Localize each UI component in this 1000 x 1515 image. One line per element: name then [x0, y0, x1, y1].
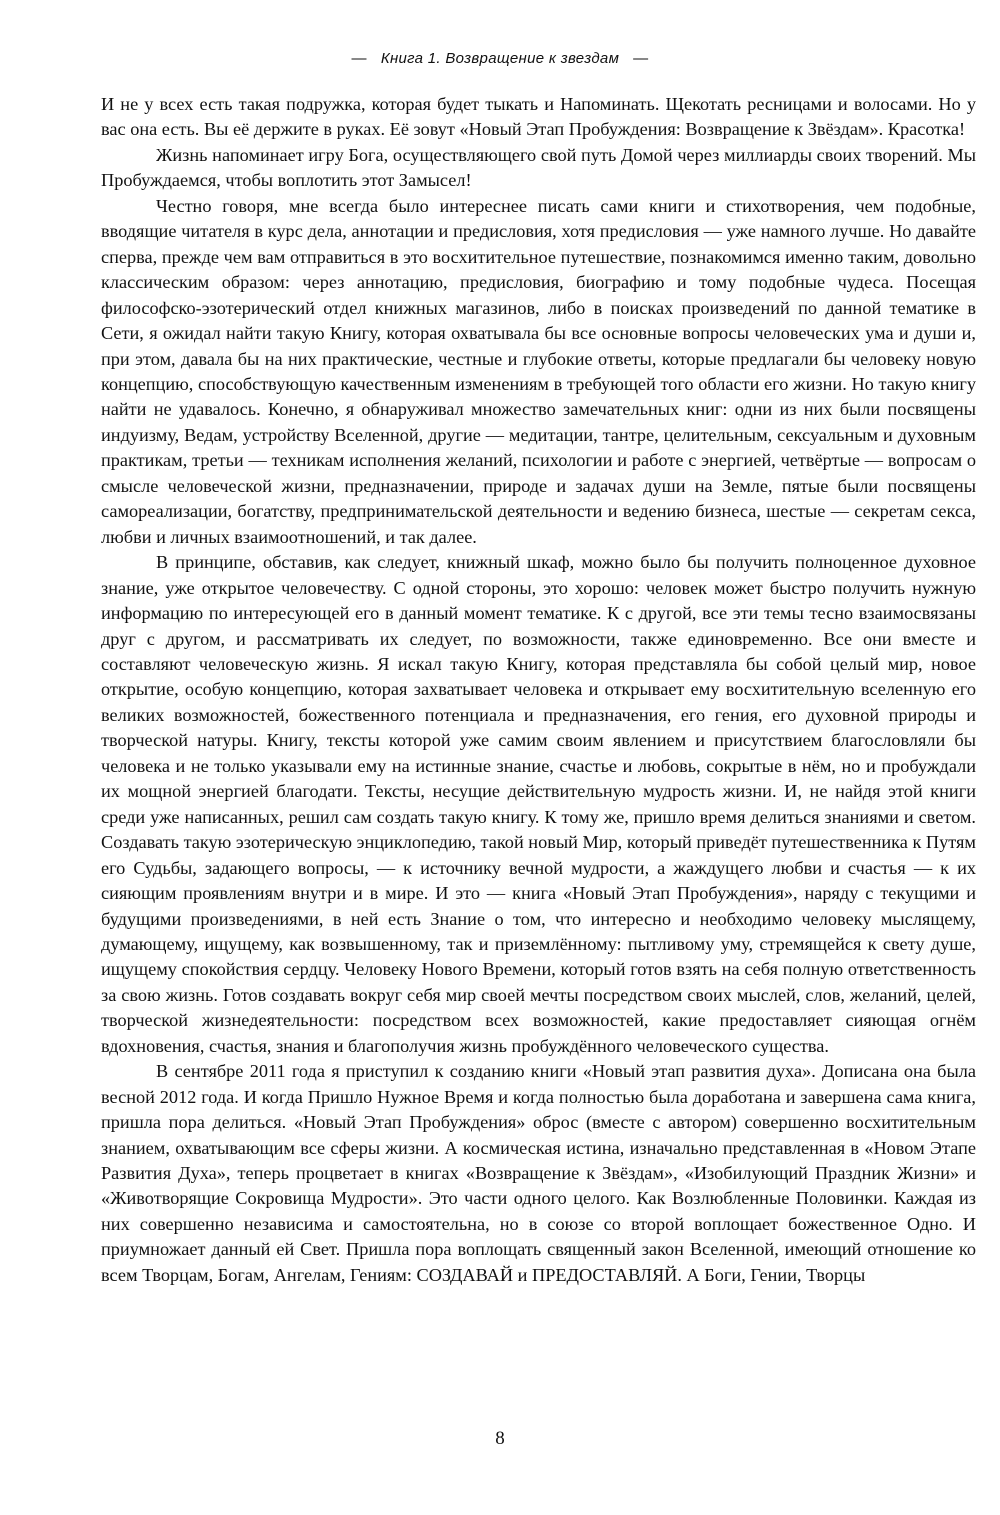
header-dash-left: — [351, 50, 367, 67]
paragraph: В сентябре 2011 года я приступил к созданию книги «Новый этап развития духа». Дописана она была весной 2012 года. И когда Пришло Нужное Время и когда полностью была доработана и завершена сама книга, пришла пора делиться. «Новый Этап Пробуждения» оброс (вместе с автором) совершенно восхитительным знанием, охватывающим все сферы жизни. А космическая истина, изначально представленная в «Новом Этапе Развития Духа», теперь процветает в книгах «Возвращение к Звёздам», «Изобилующий Праздник Жизни» и «Животворящие Сокровища Мудрости». Это части одного целого. Как Возлюбленные Половинки. Каждая из них совершенно независима и самостоятельна, но в союзе со второй воплощает божественное Одно. И приумножает данный ей Свет. Пришла пора воплощать священный закон Вселенной, имеющий отношение ко всем Творцам, Богам, Ангелам, Гениям: СОЗДАВАЙ и ПРЕДОСТАВЛЯЙ. А Боги, Гении, Творцы [101, 1061, 976, 1285]
paragraph: Жизнь напоминает игру Бога, осуществляющего свой путь Домой через миллиарды своих творений. Мы Пробуждаемся, чтобы воплотить этот Замысел! [101, 144, 976, 191]
paragraph: Честно говоря, мне всегда было интереснее писать сами книги и стихотворения, чем подобные, вводящие читателя в курс дела, аннотации и предисловия, хотя предисловия — уже намного лучше. Но давайте сперва, прежде чем вам отправиться в это восхитительное путешествие, познакомимся именно таким, довольно классическим образом: через аннотацию, предисловия, биографию и тому подобные чудеса. Посещая философско-эзотерический отдел книжных магазинов, либо в поисках произведений по данной тематике в Сети, я ожидал найти такую Книгу, которая охватывала бы все основные вопросы человеческих ума и души и, при этом, давала бы на них практические, честные и глубокие ответы, которые предлагали бы человеку новую концепцию, способствующую качественным изменениям в требующей того области его жизни. Но такую книгу найти не удавалось. Конечно, я обнаруживал множество замечательных книг: одни из них были посвящены индуизму, Ведам, устройству Вселенной, другие — медитации, тантре, целительным, сексуальным и духовным практикам, третьи — техникам исполнения желаний, психологии и работе с энергией, четвёртые — вопросам о смысле человеческой жизни, предназначении, природе и задачах души на Земле, пятые были посвящены самореализации, богатству, предпринимательской деятельности и ведению бизнеса, шестые — секретам секса, любви и личных взаимоотношений, и так далее. [101, 195, 976, 547]
page-number: 8 [495, 1428, 505, 1449]
header-dash-right: — [633, 50, 649, 67]
paragraph: В принципе, обставив, как следует, книжный шкаф, можно было бы получить полноценное духовное знание, уже открытое человечеству. С одной стороны, это хорошо: человек может быстро получить нужную информацию по интересующей его в данный момент тематике. К с другой, все эти темы тесно взаимосвязаны друг с другом, и рассматривать их следует, по возможности, также единовременно. Все они вместе и составляют человеческую жизнь. Я искал такую Книгу, которая представляла бы собой целый мир, новое открытие, особую концепцию, которая захватывает человека и открывает ему восхитительную вселенную его великих возможностей, божественного потенциала и предназначения, его гения, его духовной природы и творческой натуры. Книгу, тексты которой уже самим своим явлением и присутствием благословляли бы человека и не только указывали ему на истинные знание, счастье и любовь, сокрытые в нём, но и пробуждали их мощной энергией благодати. Тексты, несущие действительную мудрость жизни. И, не найдя этой книги среди уже написанных, решил сам создать такую книгу. К тому же, пришло время делиться знаниями и светом. Создавать такую эзотерическую энциклопедию, такой новый Мир, который приведёт путешественника к Путям его Судьбы, задающего вопросы, — к источнику вечной мудрости, а жаждущего любви и счастья — к их сияющим проявлениям внутри и в мире. И это — книга «Новый Этап Пробуждения», наряду с текущими и будущими произведениями, в ней есть Знание о том, что интересно и необходимо человеку мыслящему, думающему, ищущему, как возвышенному, так и приземлённому: пытливому уму, стремящейся к свету душе, ищущему спокойствия сердцу. Человеку Нового Времени, который готов взять на себя полную ответственность за свою жизнь. Готов создавать вокруг себя мир своей мечты посредством своих мыслей, слов, желаний, целей, творческой жизнедеятельности: посредством всех возможностей, какие предоставляет сияющая огнём вдохновения, счастья, знания и благополучия жизнь пробуждённого человеческого существа. [101, 552, 976, 1056]
running-header [0, 50, 1000, 67]
header-title: Книга 1. Возвращение к звездам [380, 50, 620, 67]
paragraph-continued: И не у всех есть такая подружка, которая будет тыкать и Напоминать. Щекотать ресницами и волосами. Но у вас она есть. Вы её держите в руках. Её зовут «Новый Этап Пробуждения: Возвращение к Звёздам». Красотка! [101, 94, 976, 140]
body-text [101, 92, 976, 1288]
